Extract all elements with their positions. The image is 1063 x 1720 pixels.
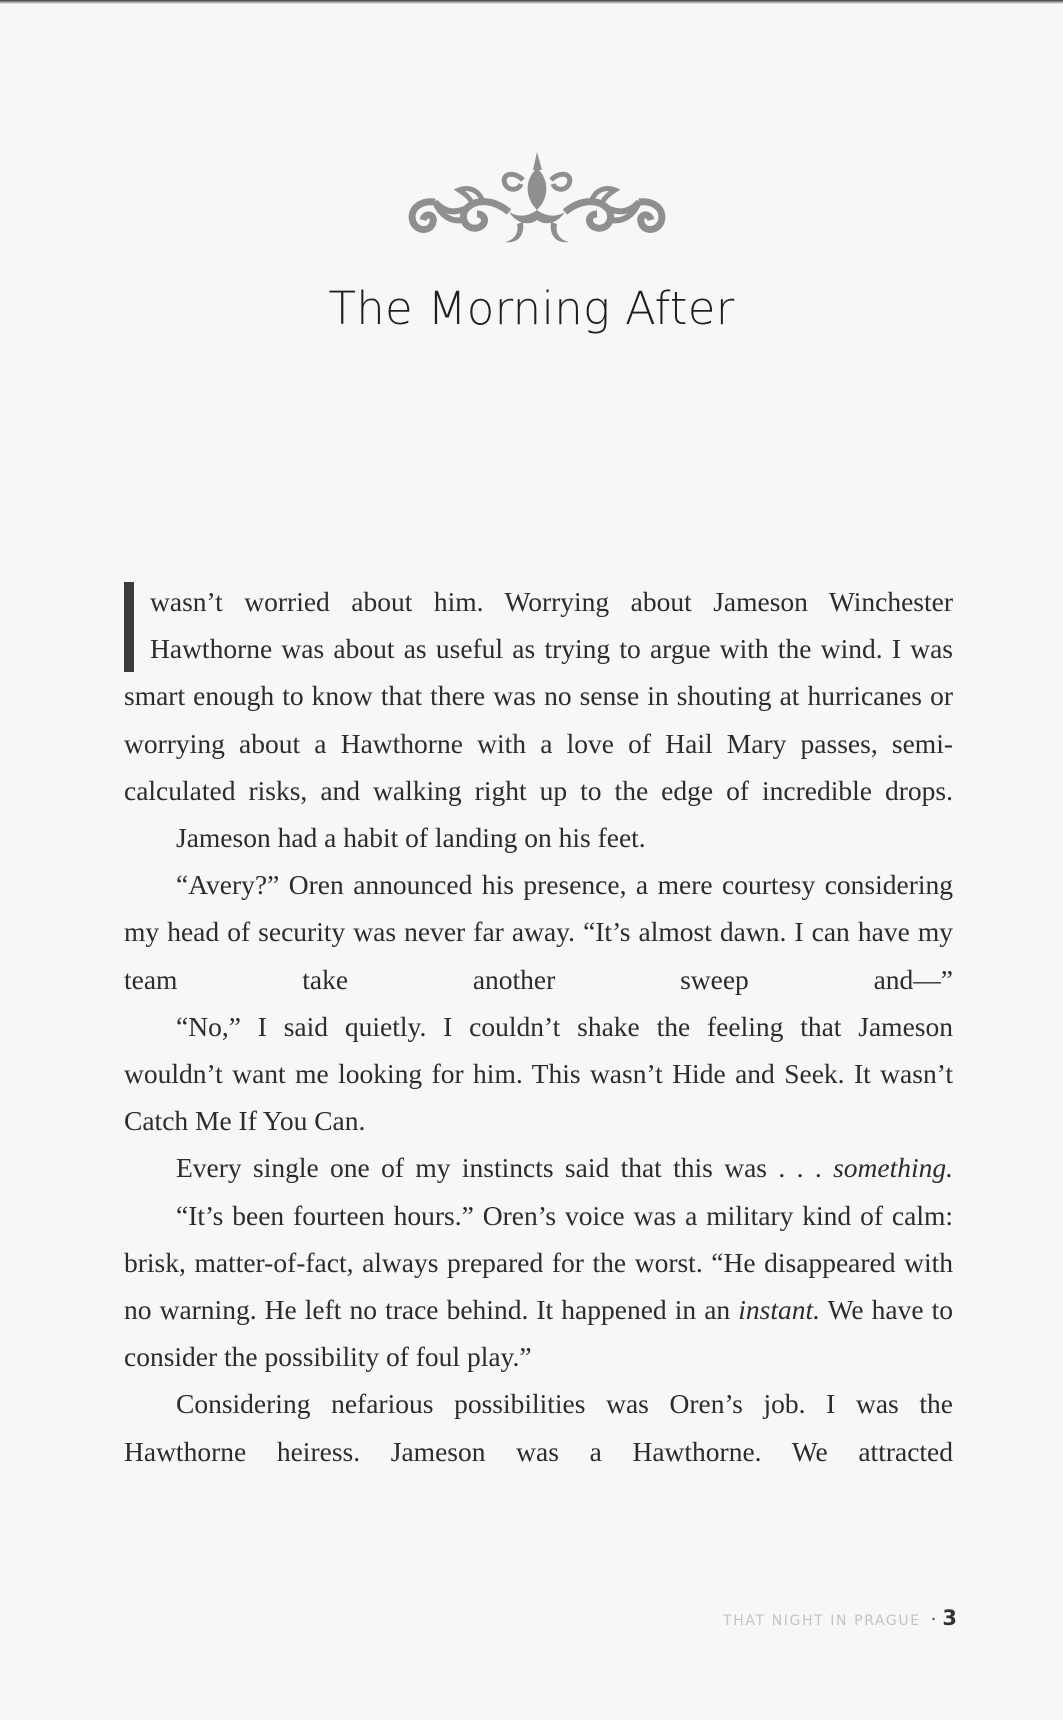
paragraph-5-emphasis: something. <box>833 1152 953 1184</box>
footer-separator: · <box>930 1609 937 1630</box>
body-text <box>124 578 953 1475</box>
paragraph-5-text: Every single one of my instincts said that this was . . . <box>176 1152 834 1184</box>
paragraph-6 <box>124 1192 953 1381</box>
drop-cap-i <box>124 582 134 672</box>
paragraph-5 <box>124 1144 953 1191</box>
scroll-flourish-icon <box>405 150 670 265</box>
running-title: THAT NIGHT IN PRAGUE <box>723 1613 921 1629</box>
paragraph-1-text: wasn’t worried about him. Worrying about Jameson Winchester Hawthorne was about as useful as trying to argue with the wind. I was smart enough to know that there was no sense in shouting at hurricanes or worrying about a Hawthorne with a love of Hail Mary passes, semi-calculated risks, and walking right up to the edge of incredible drops. <box>124 586 953 806</box>
page-footer <box>723 1606 957 1630</box>
paragraph-3: “Avery?” Oren announced his presence, a mere courtesy considering my head of security was never far away. “It’s almost dawn. I can have my team take another sweep and—” <box>124 869 953 995</box>
paragraph-4: “No,” I said quietly. I couldn’t shake the feeling that Jameson wouldn’t want me looking for him. This wasn’t Hide and Seek. It wasn’t Catch Me If You Can. <box>124 1010 953 1137</box>
paragraph-6-text-after: We have to consider the possibility of foul play.” <box>124 1294 953 1373</box>
paragraph-6-emphasis: instant. <box>738 1294 820 1326</box>
paragraph-7: Considering nefarious possibilities was Oren’s job. I was the Hawthorne heiress. Jameson was a Hawthorne. We attracted <box>124 1388 953 1467</box>
paragraph-2: Jameson had a habit of landing on his feet. <box>176 822 646 854</box>
page-number: 3 <box>942 1606 957 1630</box>
paragraph-6-text-before: “It’s been fourteen hours.” Oren’s voice was a military kind of calm: brisk, matter-of-fact, always prepared for the worst. “He disappeared with no warning. He left no trace behind. It happened in an <box>124 1199 953 1326</box>
chapter-title: The Morning After <box>328 282 735 335</box>
paragraph-1 <box>124 578 953 814</box>
page-top-edge <box>0 0 1063 4</box>
